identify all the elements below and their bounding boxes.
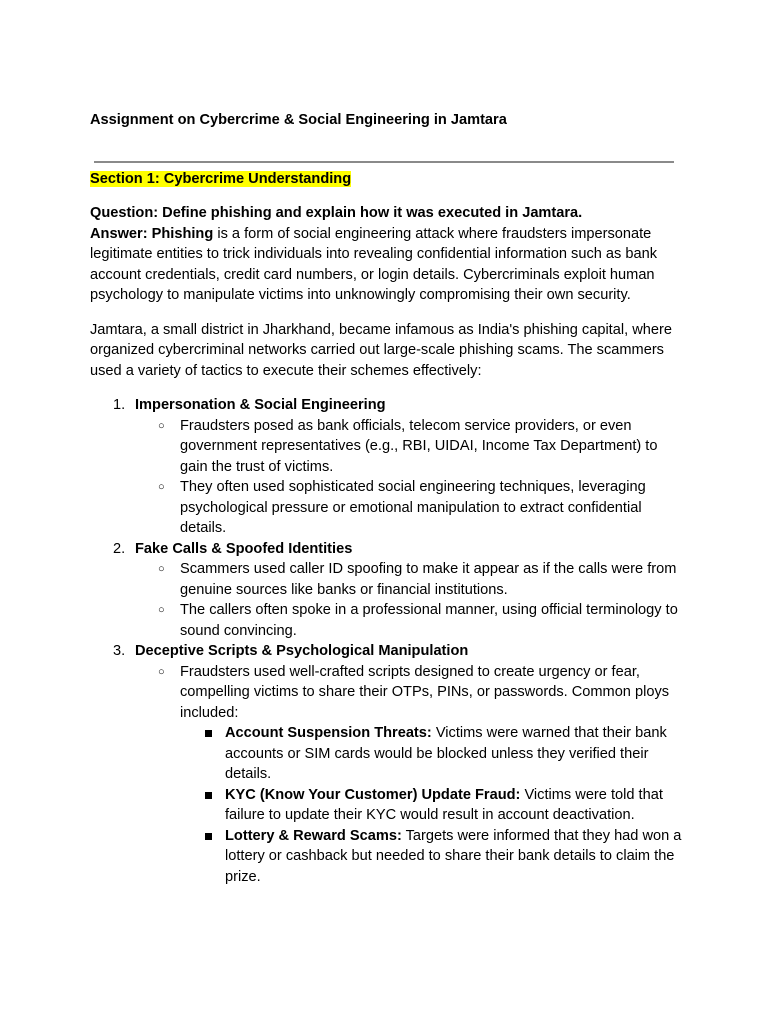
list-item-heading: Deceptive Scripts & Psychological Manipulation <box>135 643 469 659</box>
answer-text: is a form of social engineering attack where fraudsters impersonate legitimate entities to trick individuals into revealing confidential information such as bank account credentials, credit card numbers, or login details. Cybercriminals exploit human psychology to manipulate victims into unknowingly compromising their own security. <box>90 225 658 303</box>
nested-item-text: Targets were informed that they had won a lottery or cashback but needed to share their bank details to claim the prize. <box>225 827 682 885</box>
nested-item-label: KYC (Know Your Customer) Update Fraud: <box>225 786 521 803</box>
square-bullet-icon <box>205 730 212 737</box>
list-number: 2. <box>113 540 126 557</box>
answer-term: Phishing <box>151 225 214 242</box>
nested-list-item <box>180 826 682 888</box>
sub-list-item <box>135 559 682 600</box>
list-item-heading: Impersonation & Social Engineering <box>135 397 386 413</box>
circle-bullet-icon: ○ <box>158 419 165 432</box>
horizontal-rule <box>94 161 674 163</box>
list-item <box>90 641 682 887</box>
tactics-list <box>90 395 682 887</box>
sub-list <box>135 559 682 641</box>
document-body <box>90 110 682 887</box>
list-item <box>90 395 682 539</box>
square-bullet-icon <box>205 792 212 799</box>
sub-list-text: Scammers used caller ID spoofing to make it appear as if the calls were from genuine sources like banks or financial institutions. <box>180 561 677 598</box>
jamtara-paragraph: Jamtara, a small district in Jharkhand, became infamous as India's phishing capital, where organized cybercriminal networks carried out large-scale phishing scams. The scammers used a variety of tactics to execute their schemes effectively: <box>90 321 672 379</box>
sub-list-text: They often used sophisticated social engineering techniques, leveraging psychological pressure or emotional manipulation to extract confidential details. <box>180 479 646 536</box>
document-title: Assignment on Cybercrime & Social Engineering in Jamtara <box>90 112 507 128</box>
sub-list-text: Fraudsters posed as bank officials, telecom service providers, or even government representatives (e.g., RBI, UIDAI, Income Tax Department) to gain the trust of victims. <box>180 417 658 475</box>
nested-list-item <box>180 723 682 785</box>
sub-list <box>135 662 682 888</box>
list-number: 1. <box>113 397 126 413</box>
sub-list-text: The callers often spoke in a professional manner, using official terminology to sound convincing. <box>180 602 678 639</box>
nested-item-label: Lottery & Reward Scams: <box>225 827 402 844</box>
circle-bullet-icon: ○ <box>158 665 165 678</box>
list-number: 3. <box>113 643 126 659</box>
sub-list-item <box>135 416 682 478</box>
question-line: Question: Define phishing and explain how it was executed in Jamtara. <box>90 205 583 221</box>
sub-list-item <box>135 662 682 888</box>
sub-list-text: Fraudsters used well-crafted scripts designed to create urgency or fear, compelling victims to share their OTPs, PINs, or passwords. Common ploys included: <box>180 663 670 721</box>
answer-paragraph <box>90 224 682 306</box>
circle-bullet-icon: ○ <box>158 481 165 493</box>
section-heading <box>90 169 682 190</box>
nested-item-label: Account Suspension Threats: <box>225 725 432 741</box>
answer-label: Answer: <box>90 225 148 242</box>
sub-list-item <box>135 477 682 539</box>
list-item-heading: Fake Calls & Spoofed Identities <box>135 540 353 557</box>
nested-list-item <box>180 785 682 826</box>
circle-bullet-icon: ○ <box>158 604 165 616</box>
nested-item-text: Victims were told that failure to update their KYC would result in account deactivation. <box>225 786 663 823</box>
nested-list <box>180 723 682 887</box>
sub-list-item <box>135 600 682 641</box>
sub-list <box>135 416 682 539</box>
list-item <box>90 539 682 642</box>
square-bullet-icon <box>205 833 212 840</box>
nested-item-text: Victims were warned that their bank accounts or SIM cards would be blocked unless they verified their details. <box>225 725 667 782</box>
circle-bullet-icon: ○ <box>158 563 165 575</box>
section-heading-text: Section 1: Cybercrime Understanding <box>90 170 352 187</box>
